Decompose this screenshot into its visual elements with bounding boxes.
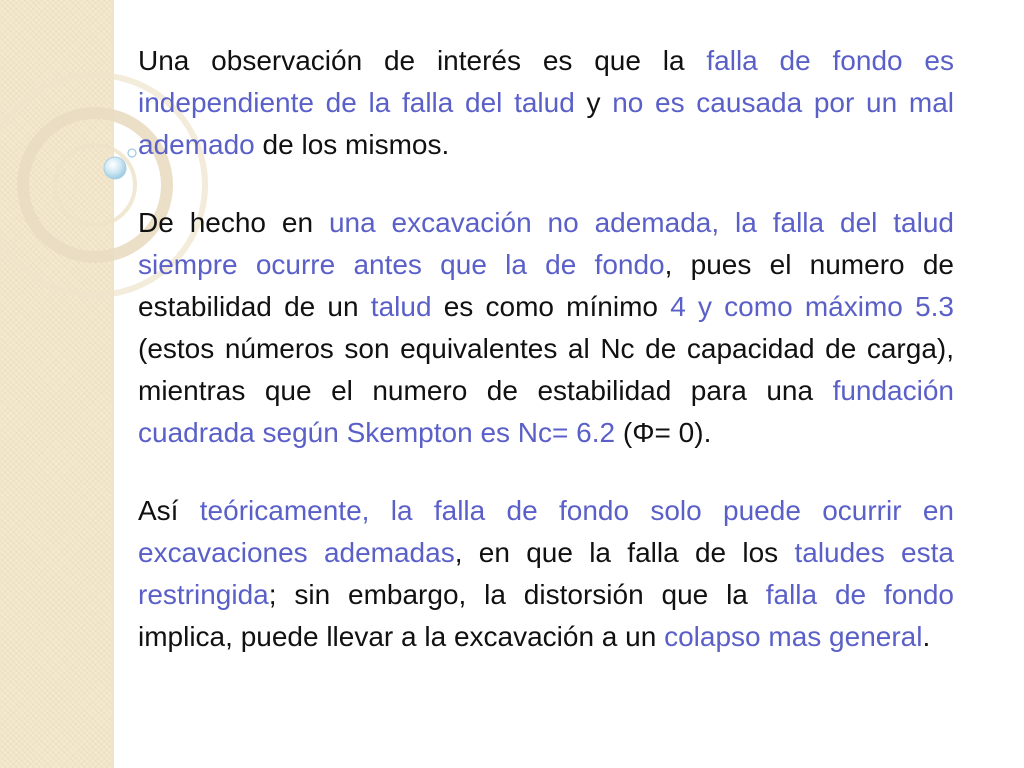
sidebar-panel: [0, 0, 113, 768]
body-text: implica, puede llevar a la excavación a un: [138, 621, 665, 652]
highlighted-text: colapso mas general: [664, 621, 923, 652]
body-text: Así: [138, 495, 200, 526]
highlighted-text: taludes esta restringida: [138, 537, 954, 610]
sidebar-edge: [112, 0, 114, 768]
body-text: ; sin embargo, la distorsión que la: [268, 579, 766, 610]
body-text: Una observación de interés es que la: [138, 45, 707, 76]
body-text: (estos números son equivalentes al Nc de capacidad de carga), mientras que el numero de estabilidad para una: [138, 333, 954, 406]
highlighted-text: falla de fondo es independiente de la falla del talud: [138, 45, 954, 118]
body-text: De hecho en: [138, 207, 329, 238]
paragraph-1: [138, 40, 954, 166]
body-text: , en que la falla de los: [454, 537, 795, 568]
highlighted-text: fundación cuadrada según Skempton es Nc= 6.2: [138, 375, 954, 448]
highlighted-text: teóricamente, la falla de fondo solo puede ocurrir en excavaciones ademadas: [138, 495, 955, 568]
paragraph-3: [138, 490, 954, 658]
highlighted-text: falla de fondo: [765, 579, 955, 610]
highlighted-text: talud: [370, 291, 432, 322]
paragraph-2: [138, 202, 954, 454]
highlighted-text: una excavación no ademada, la falla del talud siempre ocurre antes que la de fondo: [138, 207, 954, 280]
body-text: es como mínimo: [431, 291, 671, 322]
slide-content: [138, 40, 954, 694]
small-bubble-decoration: [128, 149, 136, 157]
highlighted-text: 4 y como máximo 5.3: [670, 291, 954, 322]
body-text: .: [922, 621, 931, 652]
body-text: , pues el numero de estabilidad de un: [138, 249, 954, 322]
highlighted-text: no es causada por un mal ademado: [138, 87, 954, 160]
body-text: (Φ= 0).: [615, 417, 712, 448]
body-text: de los mismos.: [254, 129, 450, 160]
body-text: y: [574, 87, 613, 118]
